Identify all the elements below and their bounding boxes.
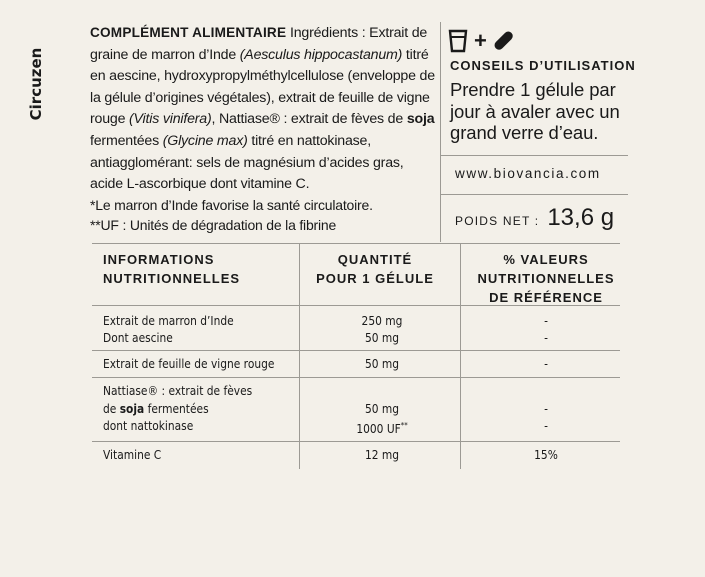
header-line: INFORMATIONS [103, 252, 215, 267]
header-line: NUTRITIONNELLES [477, 271, 615, 286]
latin-name: (Glycine max) [162, 132, 248, 149]
ingredients-part: titré en nattokinase, antiagglomérant: sels de magnésium d’acides gras, acide L-ascorbique dont vitamine C. [90, 132, 404, 193]
divider [441, 194, 628, 195]
usage-heading: CONSEILS D’UTILISATION [450, 58, 636, 73]
capsule-icon [493, 30, 515, 52]
divider [441, 155, 628, 156]
ingredients-part: fermentées [90, 132, 163, 149]
usage-icons [448, 28, 515, 54]
row-quantity: 250 mg [361, 313, 403, 328]
footnotes [90, 195, 438, 235]
ingredients-heading: COMPLÉMENT ALIMENTAIRE [90, 25, 287, 40]
row-quantity: 50 mg [364, 356, 400, 371]
row-reference: - [544, 418, 548, 433]
row-reference: - [544, 330, 548, 345]
table-column-line [460, 243, 461, 469]
row-label [103, 400, 209, 418]
row-label: Extrait de feuille de vigne rouge [103, 356, 275, 371]
header-line: QUANTITÉ [337, 252, 413, 267]
allergen: soja [119, 401, 145, 416]
table-column-line [299, 243, 300, 469]
header-line: POUR 1 GÉLULE [316, 271, 434, 286]
usage-text: Prendre 1 gélule par jour à avaler avec un grand verre d’eau. [450, 79, 620, 143]
table-rule [92, 377, 620, 378]
row-quantity [322, 417, 442, 438]
row-reference: 15% [534, 447, 558, 462]
label-part: de [103, 401, 120, 416]
net-weight-value: 13,6 g [547, 204, 615, 231]
latin-name: (Aesculus hippocastanum) [239, 46, 403, 63]
brand-vertical [22, 34, 50, 134]
row-label: Dont aescine [103, 330, 173, 345]
column-divider [440, 22, 441, 242]
table-rule [92, 350, 620, 351]
table-header-reference [462, 250, 630, 307]
row-reference: - [544, 356, 548, 371]
table-header-info [103, 250, 240, 288]
quantity-value: 1000 UF [356, 421, 401, 437]
allergen: soja [406, 111, 435, 128]
row-quantity: 50 mg [364, 401, 400, 416]
glass-icon [448, 29, 468, 53]
ingredients-part: Ingrédients : Extrait de graine de marron d’Inde [90, 25, 428, 63]
table-rule [92, 441, 620, 442]
footnote-2: **UF : Unités de dégradation de la fibrine [90, 217, 337, 233]
net-weight [455, 204, 614, 232]
row-reference: - [544, 401, 548, 416]
footnote-mark: ** [400, 421, 408, 430]
row-quantity: 50 mg [364, 330, 400, 345]
net-weight-label: POIDS NET : [455, 214, 540, 228]
header-line: DE RÉFÉRENCE [489, 290, 603, 305]
row-reference: - [544, 313, 548, 328]
row-label: Vitamine C [103, 447, 162, 462]
ingredients-text [90, 22, 438, 196]
plus-icon: + [474, 28, 487, 53]
row-label: Extrait de marron d’Inde [103, 313, 234, 328]
header-line: % VALEURS [503, 252, 589, 267]
website-link[interactable]: www.biovancia.com [455, 166, 601, 181]
row-label: Nattiase® : extrait de fèves [103, 383, 253, 398]
table-rule [92, 305, 620, 306]
row-label: dont nattokinase [103, 418, 194, 433]
brand-name: Circuzen [27, 47, 45, 121]
table-rule [92, 243, 620, 244]
ingredients-part: , Nattiase® : extrait de fèves de [211, 111, 407, 128]
header-line: NUTRITIONNELLES [103, 271, 241, 286]
label-part: fermentées [144, 401, 209, 416]
latin-name: (Vitis vinifera) [129, 111, 212, 128]
footnote-1: *Le marron d’Inde favorise la santé circulatoire. [90, 197, 373, 213]
ingredients-part: titré en aescine, hydroxypropylméthylcellulose (enveloppe de la gélule d’origines végétales), extrait de feuille de vigne rouge [90, 46, 435, 128]
row-quantity: 12 mg [364, 447, 400, 462]
table-header-quantity [300, 250, 450, 288]
